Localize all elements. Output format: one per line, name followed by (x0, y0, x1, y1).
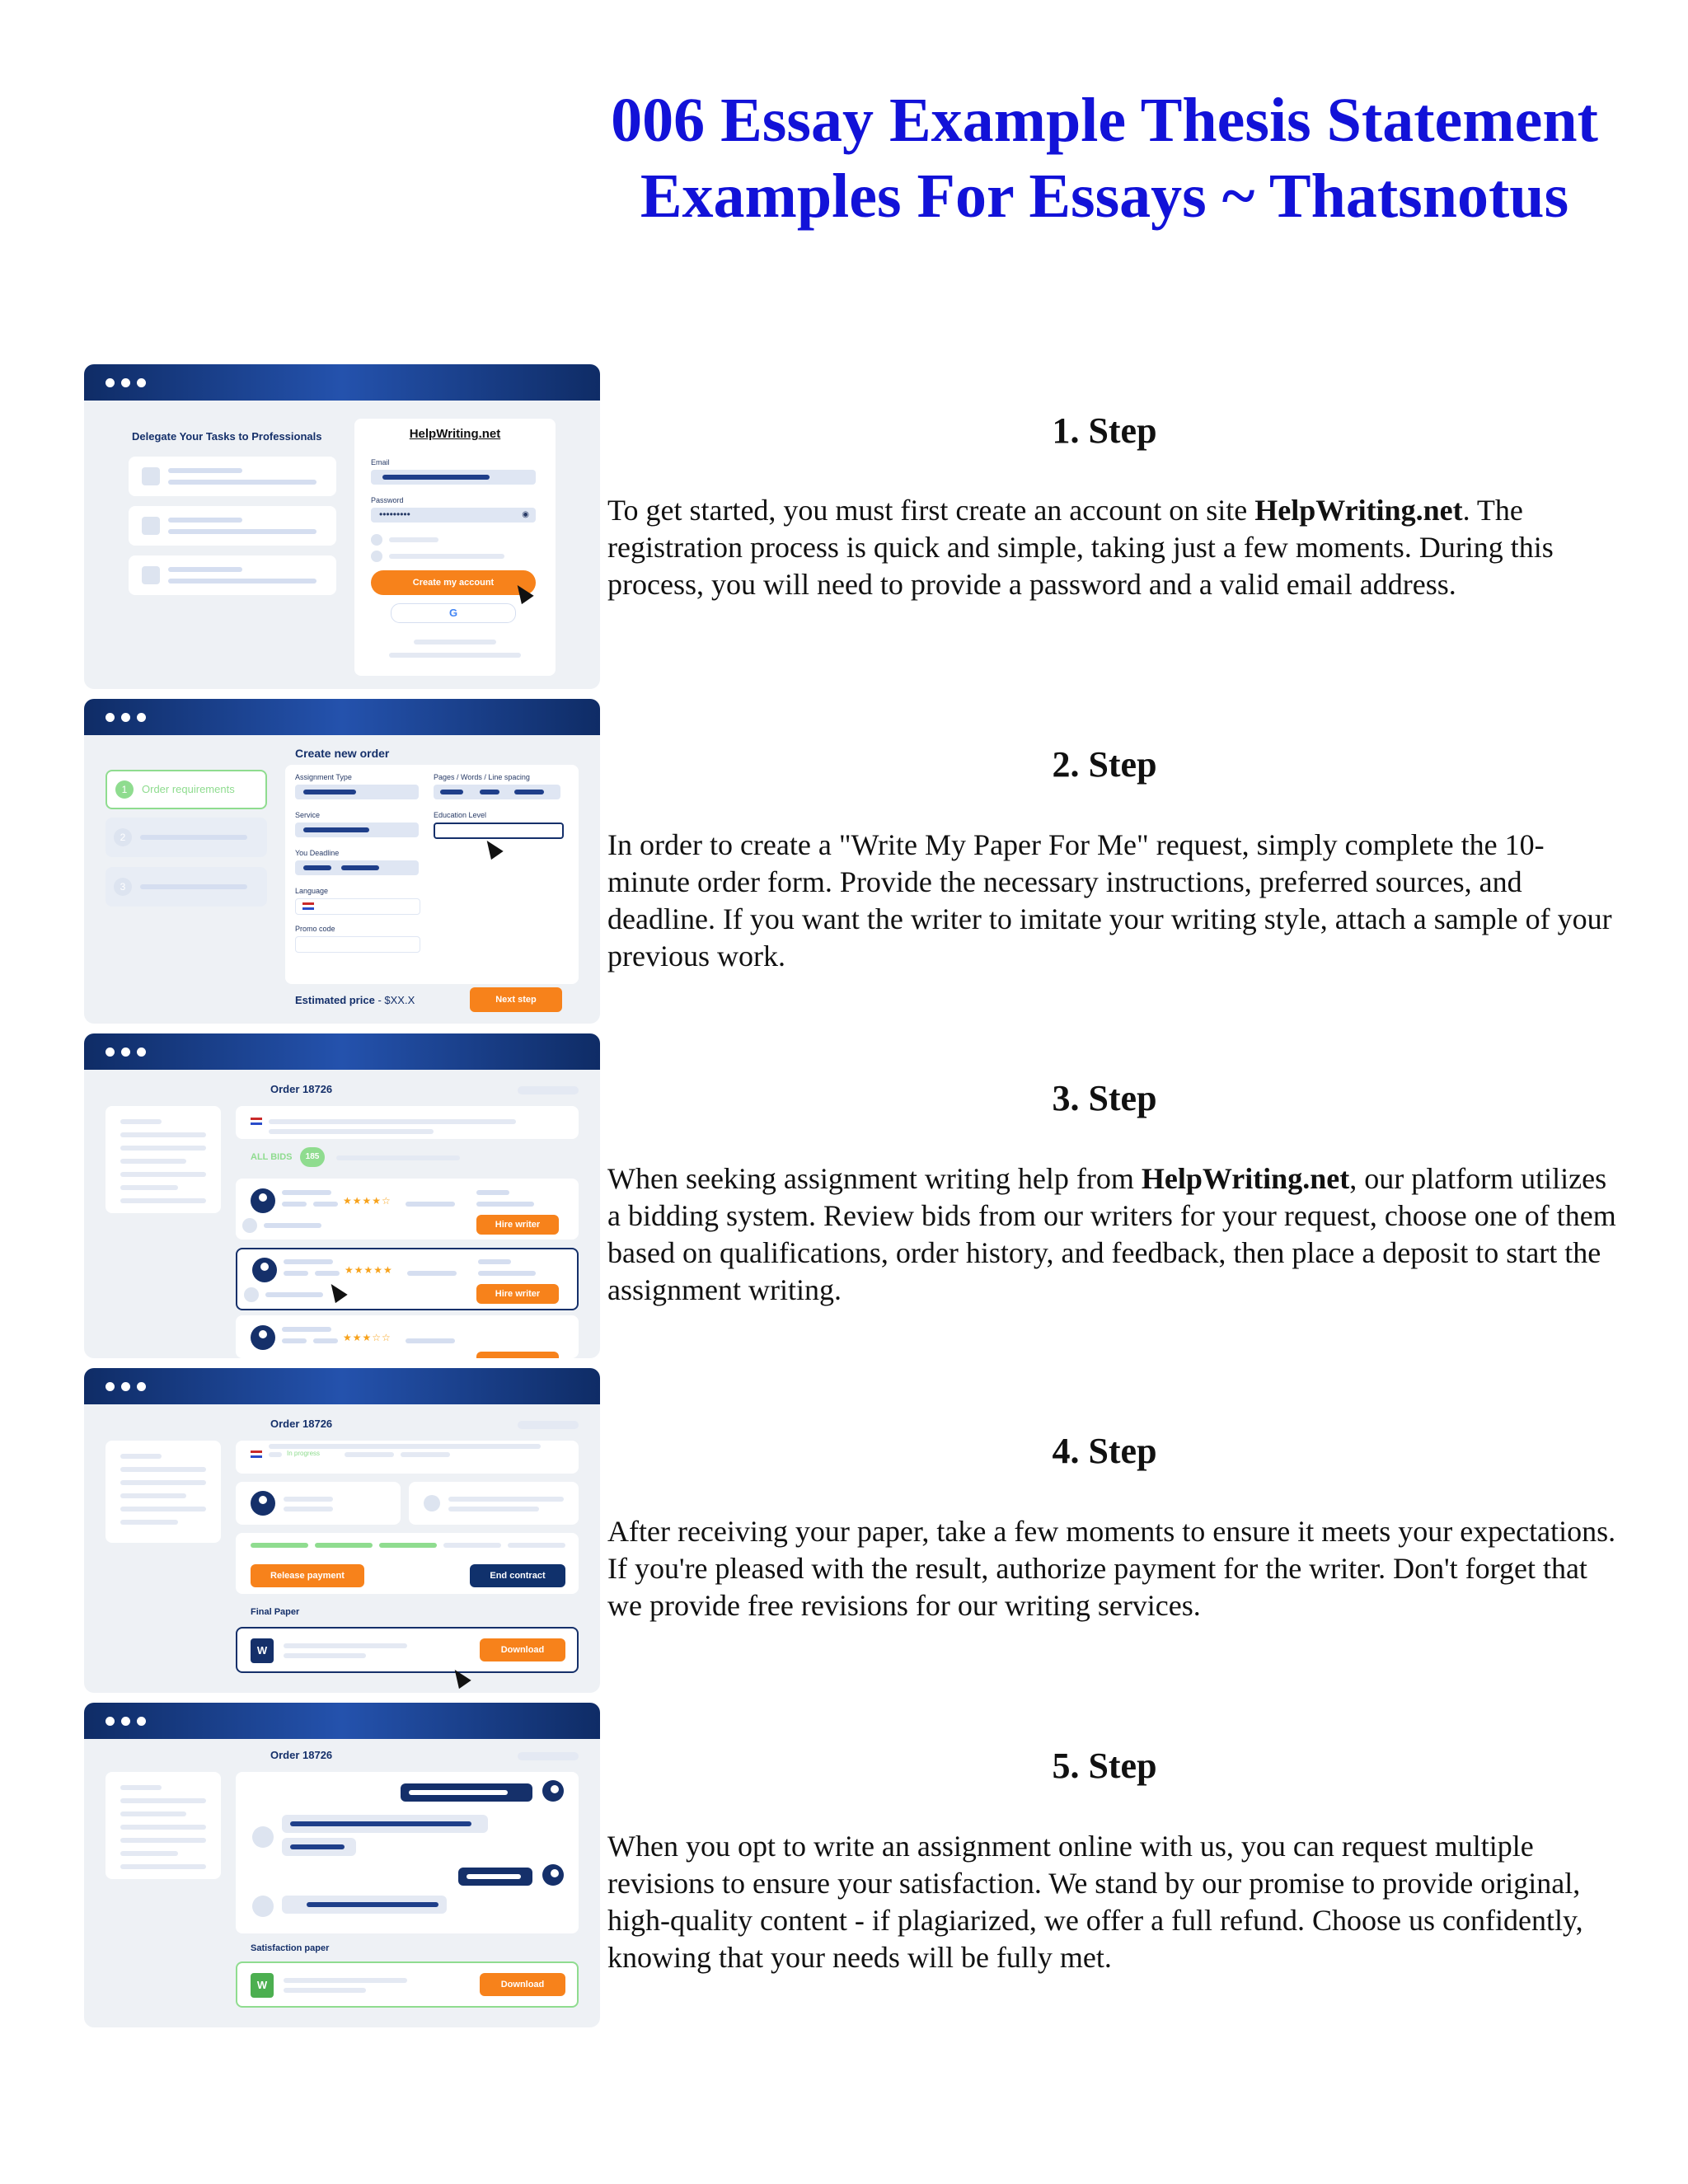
all-bids-label: ALL BIDS (251, 1152, 293, 1162)
email-label: Email (371, 458, 390, 466)
window-dot-icon (121, 1382, 130, 1391)
step-3-heading: 3. Step (1052, 1078, 1157, 1118)
flag-icon (251, 1118, 262, 1125)
sidebar-card (106, 1441, 221, 1543)
sidebar-card (106, 1772, 221, 1879)
text-run: . The registration process is quick and simple, taking just a few moments. During this process, you will need to provide a password and a valid email address. (607, 494, 1554, 601)
step-item-active: 1 Order requirements (106, 770, 267, 809)
text-run: When you opt to write an assignment online with us, you can request multiple revisions to ensure your satisfaction. We stand by our promise to provide original, high-quality content - if plagiarized, we offer a full refund. Choose us confidently, knowing that your needs will be fully met. (607, 1830, 1583, 1974)
writer-card (236, 1482, 401, 1525)
status-badge: In progress (287, 1450, 321, 1457)
pages-field (434, 785, 560, 799)
order-title: Order 18726 (270, 1418, 333, 1430)
promo-code-field (295, 936, 420, 953)
hire-writer-button: Hire writer (476, 1284, 559, 1304)
next-step-button: Next step (470, 987, 562, 1012)
info-card (409, 1482, 579, 1525)
task-card (129, 506, 336, 546)
rating-stars: ★★★★★ (345, 1264, 393, 1276)
order-title: Order 18726 (270, 1083, 333, 1095)
user-avatar-icon (542, 1780, 564, 1802)
writer-avatar-icon (251, 1325, 275, 1350)
order-title: Order 18726 (270, 1749, 333, 1761)
site-name: HelpWriting.net (1141, 1162, 1350, 1195)
step-item: 2 (106, 818, 267, 857)
google-signin-icon: G (391, 603, 516, 623)
delegate-title: Delegate Your Tasks to Professionals (132, 430, 322, 443)
step-5-text (607, 1828, 1621, 1976)
writer-avatar-icon (251, 1188, 275, 1213)
order-form-illustration (84, 699, 600, 1024)
page-title: 006 Essay Example Thesis Statement Examples For Essays ~ Thatsnotus (611, 86, 1598, 231)
flag-icon (251, 1451, 262, 1458)
revisions-illustration (84, 1703, 600, 2027)
sidebar-card (106, 1106, 221, 1213)
writer-avatar-icon (252, 1258, 277, 1282)
text-run: When seeking assignment writing help from (607, 1162, 1142, 1195)
brand-logo: HelpWriting.net (409, 427, 501, 441)
hire-writer-button: Hire writer (476, 1215, 559, 1235)
order-form-card: Assignment Type Pages / Words / Line spacing Service Education Level You Deadline Language Promo code (285, 765, 579, 984)
flag-icon (302, 902, 314, 910)
order-summary-card (236, 1106, 579, 1139)
window-dot-icon (137, 378, 146, 387)
browser-bar (84, 1703, 600, 1739)
step-1-heading: 1. Step (1052, 410, 1157, 451)
payment-card (236, 1533, 579, 1594)
chat-bubble-outgoing (401, 1783, 532, 1802)
task-card (129, 555, 336, 595)
bids-count-badge: 185 (300, 1147, 325, 1167)
chat-bubble-incoming (282, 1838, 356, 1856)
task-icon (142, 467, 160, 485)
eye-icon: ◉ (522, 510, 529, 519)
task-card (129, 457, 336, 496)
email-field (371, 470, 536, 485)
step-2-heading: 2. Step (1052, 744, 1157, 785)
writer-avatar-icon (252, 1826, 274, 1848)
satisfaction-paper-label: Satisfaction paper (251, 1943, 330, 1953)
create-account-button: Create my account (371, 570, 536, 595)
browser-bar (84, 1033, 600, 1070)
rating-stars: ★★★☆☆ (343, 1332, 392, 1343)
site-name: HelpWriting.net (1254, 494, 1463, 527)
order-summary-card (236, 1441, 579, 1474)
window-dot-icon (106, 713, 115, 722)
final-paper-card (236, 1627, 579, 1673)
chat-bubble-incoming (282, 1896, 447, 1914)
password-label: Password (371, 496, 404, 504)
window-dot-icon (106, 378, 115, 387)
chat-bubble-incoming (282, 1815, 488, 1833)
download-button: Download (480, 1638, 565, 1661)
step-3-text (607, 1160, 1621, 1309)
delivery-illustration (84, 1368, 600, 1693)
step-4-text (607, 1513, 1621, 1624)
estimated-price: Estimated price - $XX.X (295, 994, 415, 1006)
browser-bar (84, 1368, 600, 1404)
step-1-text (607, 492, 1621, 603)
signup-form (354, 419, 556, 676)
text-run: After receiving your paper, take a few moments to ensure it meets your expectations. If you're pleased with the result, authorize payment for the writer. Don't forget that we provide free revisions for our writing services. (607, 1515, 1616, 1622)
window-dot-icon (121, 1717, 130, 1726)
window-dot-icon (106, 1717, 115, 1726)
education-level-field (434, 823, 564, 839)
window-dot-icon (137, 1047, 146, 1057)
bid-card (236, 1315, 579, 1358)
user-avatar-icon (542, 1864, 564, 1886)
end-contract-button: End contract (470, 1564, 565, 1587)
step-item: 3 (106, 867, 267, 907)
password-field: ••••••••• ◉ (371, 508, 536, 523)
text-run: , our platform utilizes a bidding system. Review bids from our writers for your request, choose one of them based on qualifications, order history, and feedback, then place a deposit to start the assignment writing. (607, 1162, 1616, 1306)
satisfaction-paper-card (236, 1961, 579, 2008)
bid-card (236, 1179, 579, 1240)
window-dot-icon (137, 713, 146, 722)
window-dot-icon (137, 1382, 146, 1391)
task-icon (142, 517, 160, 535)
bid-card-selected (236, 1248, 579, 1310)
window-dot-icon (121, 1047, 130, 1057)
rating-stars: ★★★★☆ (343, 1195, 392, 1207)
assignment-type-field (295, 785, 419, 799)
task-icon (142, 566, 160, 584)
browser-bar (84, 364, 600, 401)
step-5-heading: 5. Step (1052, 1746, 1157, 1786)
form-title: Create new order (295, 747, 390, 760)
release-payment-button: Release payment (251, 1564, 364, 1587)
download-button: Download (480, 1973, 565, 1996)
window-dot-icon (137, 1717, 146, 1726)
step-2-text (607, 827, 1621, 975)
signup-illustration (84, 364, 600, 689)
window-dot-icon (121, 378, 130, 387)
window-dot-icon (121, 713, 130, 722)
text-run: To get started, you must first create an account on site (607, 494, 1255, 527)
word-file-icon: W (251, 1973, 274, 1998)
browser-bar (84, 699, 600, 735)
chat-bubble-outgoing (458, 1868, 532, 1886)
step-4-heading: 4. Step (1052, 1431, 1157, 1471)
service-field (295, 823, 419, 837)
final-paper-label: Final Paper (251, 1607, 300, 1617)
text-run: In order to create a "Write My Paper For Me" request, simply complete the 10-minute order form. Provide the necessary instructions, preferred sources, and deadline. If you want the writer to imitate your writing style, attach a sample of your previous work. (607, 828, 1612, 972)
writer-avatar-icon (252, 1896, 274, 1917)
window-dot-icon (106, 1382, 115, 1391)
bids-illustration (84, 1033, 600, 1358)
window-dot-icon (106, 1047, 115, 1057)
word-file-icon: W (251, 1638, 274, 1663)
chat-card (236, 1772, 579, 1933)
language-field (295, 898, 420, 915)
deadline-field (295, 860, 419, 875)
writer-avatar-icon (251, 1491, 275, 1516)
